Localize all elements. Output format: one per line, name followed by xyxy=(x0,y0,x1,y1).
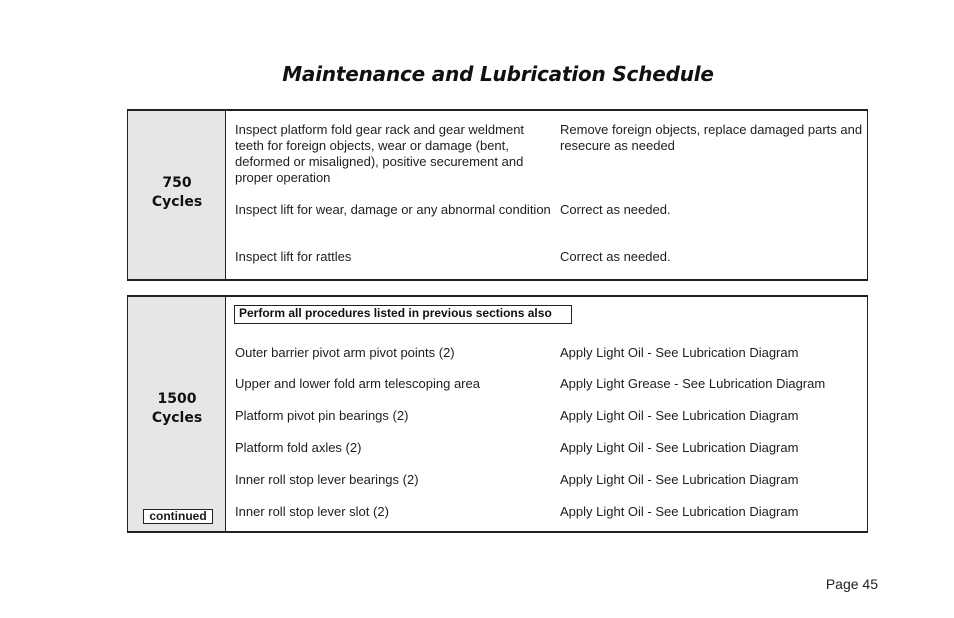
procedure-text: Inner roll stop lever bearings (2) xyxy=(235,472,419,487)
procedure-text: Inner roll stop lever slot (2) xyxy=(235,504,389,519)
schedule-section-750 xyxy=(127,109,868,281)
page-title: Maintenance and Lubrication Schedule xyxy=(282,62,714,86)
cycle-count: 1500 xyxy=(157,391,197,407)
action-text: Correct as needed. xyxy=(560,202,671,217)
cycle-unit: Cycles xyxy=(151,194,203,210)
page-number: Page 45 xyxy=(825,576,878,592)
procedure-text: Outer barrier pivot arm pivot points (2) xyxy=(235,345,455,360)
schedule-row xyxy=(235,249,865,265)
procedure-text: Platform pivot pin bearings (2) xyxy=(235,408,409,423)
procedure-text: Upper and lower fold arm telescoping area xyxy=(235,376,480,391)
continued-badge: continued xyxy=(143,509,213,524)
schedule-row xyxy=(235,202,865,218)
schedule-section-1500 xyxy=(127,295,868,533)
action-text: Apply Light Oil - See Lubrication Diagram xyxy=(560,472,799,487)
section-label xyxy=(128,174,226,212)
section-label-cell xyxy=(128,297,226,531)
procedure-text: Inspect lift for wear, damage or any abnormal condition xyxy=(235,202,551,217)
schedule-row xyxy=(235,440,865,456)
action-text: Apply Light Oil - See Lubrication Diagram xyxy=(560,440,799,455)
schedule-row xyxy=(235,122,865,186)
schedule-row xyxy=(235,472,865,488)
section-content xyxy=(226,111,867,279)
section-label xyxy=(128,390,226,428)
schedule-row xyxy=(235,345,865,361)
note-box: Perform all procedures listed in previous sections also xyxy=(234,305,572,324)
action-text: Apply Light Oil - See Lubrication Diagram xyxy=(560,504,799,519)
schedule-row xyxy=(235,408,865,424)
section-content xyxy=(226,297,867,531)
procedure-text: Inspect platform fold gear rack and gear weldment teeth for foreign objects, wear or damage (bent, deformed or misaligned), positive securement and proper operation xyxy=(235,122,525,185)
action-text: Apply Light Grease - See Lubrication Diagram xyxy=(560,376,826,391)
action-text: Apply Light Oil - See Lubrication Diagram xyxy=(560,408,799,423)
cycle-unit: Cycles xyxy=(151,410,203,426)
action-text: Correct as needed. xyxy=(560,249,671,264)
procedure-text: Platform fold axles (2) xyxy=(235,440,362,455)
section-label-cell xyxy=(128,111,226,279)
procedure-text: Inspect lift for rattles xyxy=(235,249,352,264)
schedule-row xyxy=(235,376,865,392)
cycle-count: 750 xyxy=(162,175,192,191)
schedule-row xyxy=(235,504,865,520)
action-text: Remove foreign objects, replace damaged parts and resecure as needed xyxy=(560,122,863,153)
action-text: Apply Light Oil - See Lubrication Diagram xyxy=(560,345,799,360)
